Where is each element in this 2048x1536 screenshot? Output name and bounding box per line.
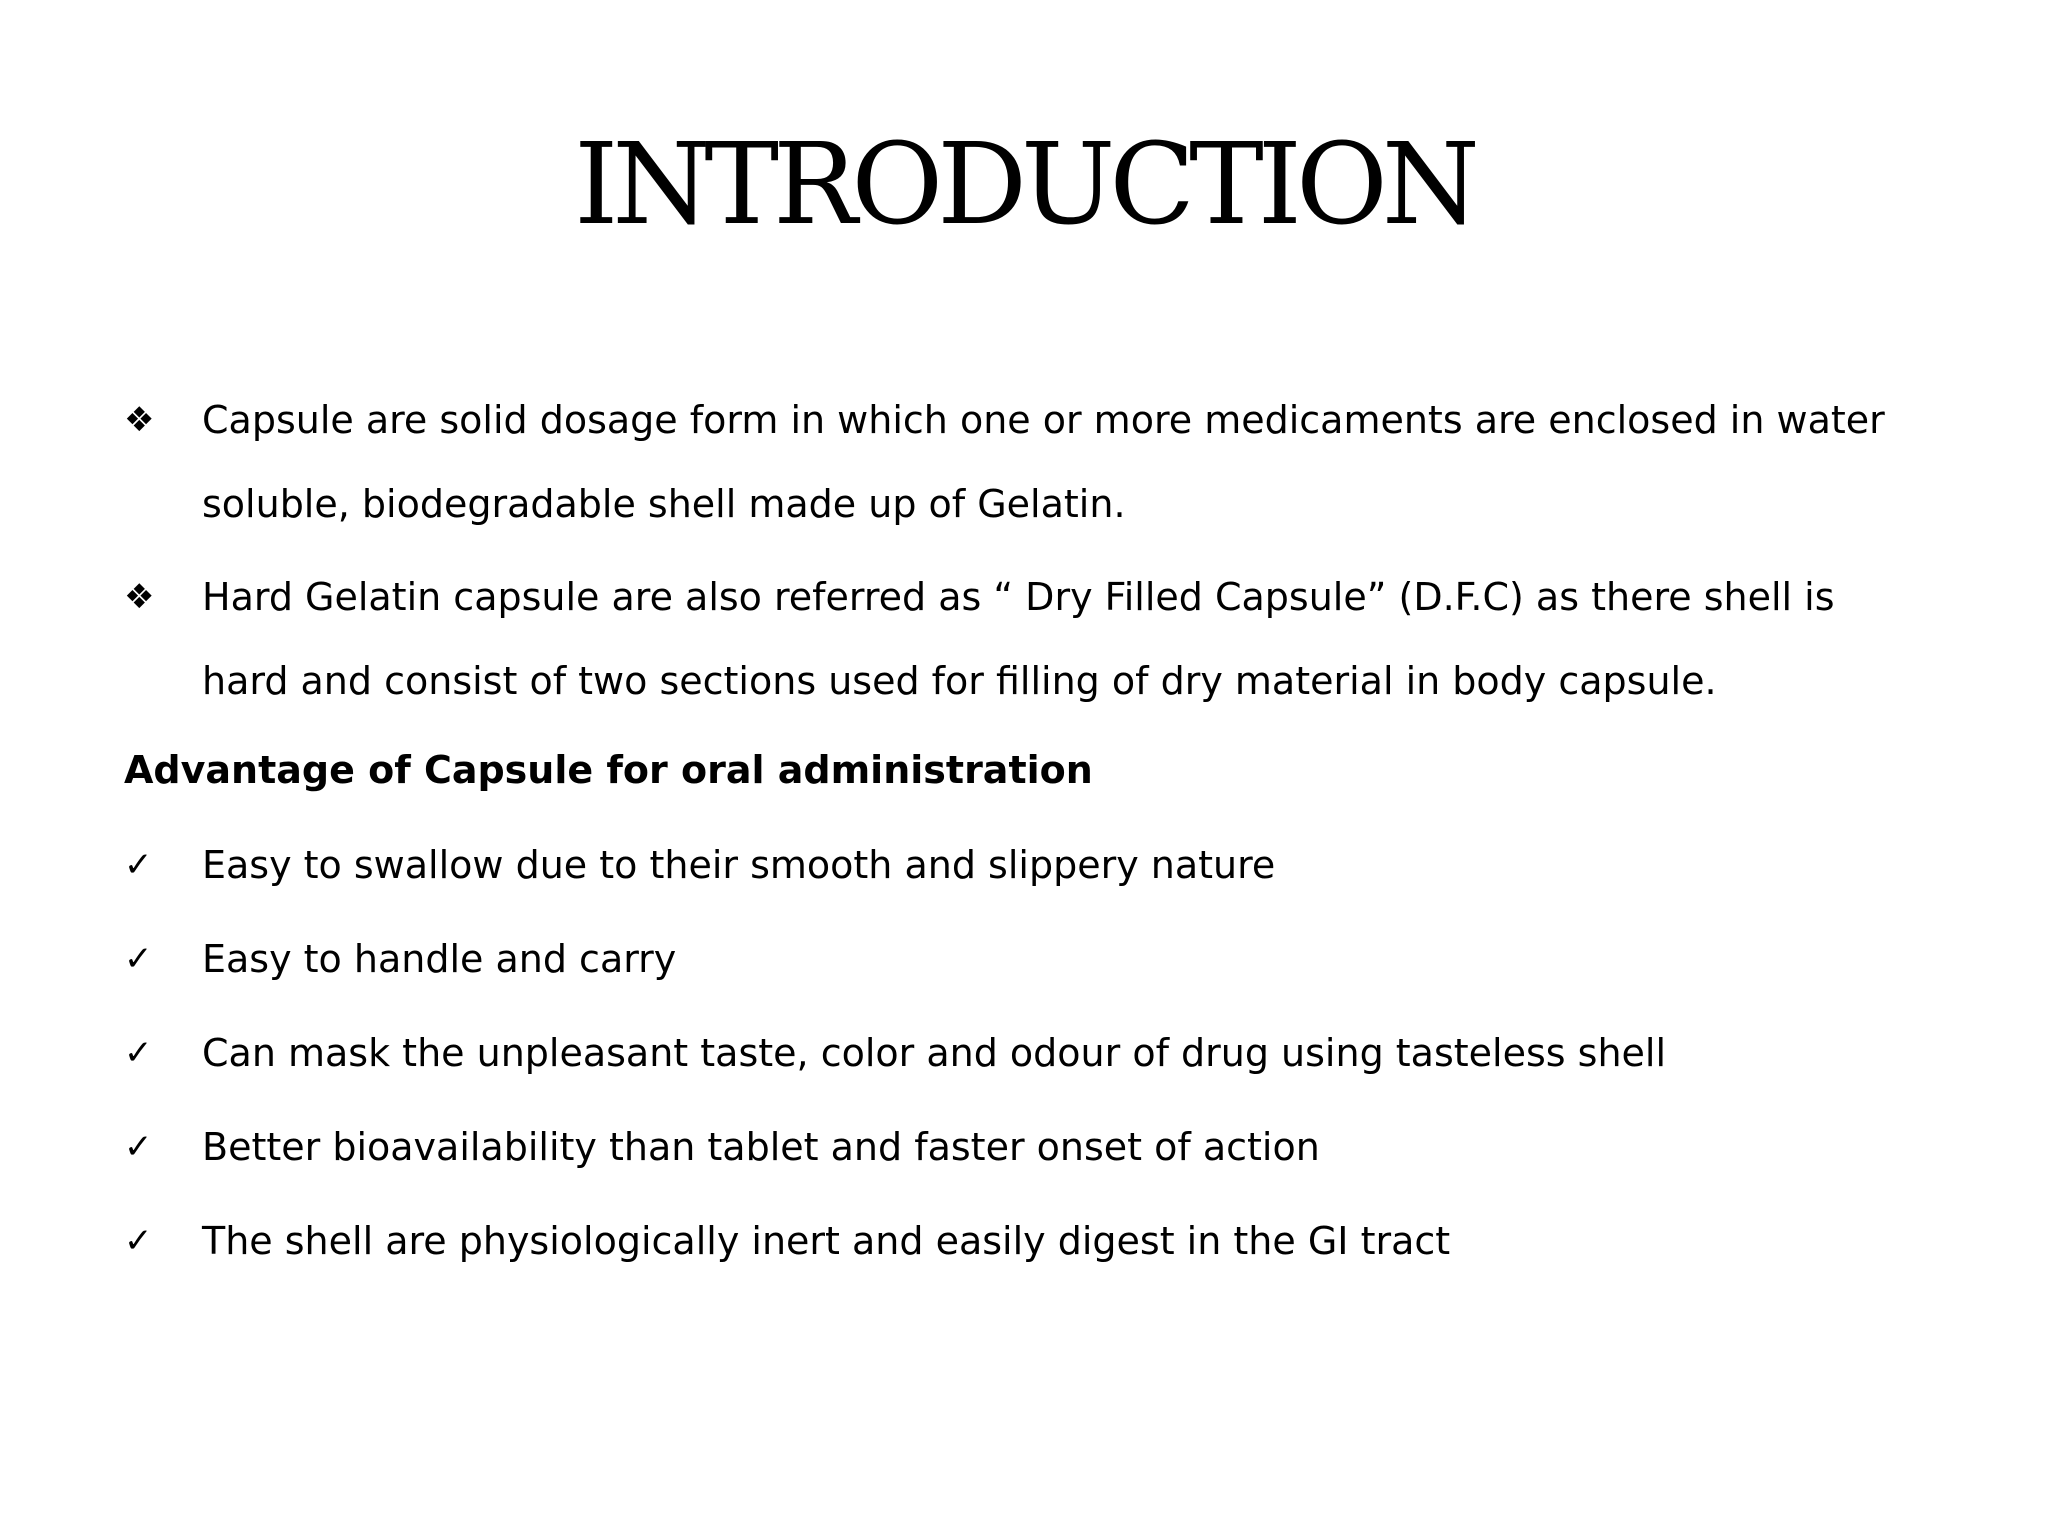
advantage-item [124, 1011, 1924, 1095]
checkmark-icon: ✓ [124, 1033, 153, 1073]
advantage-item [124, 1199, 1924, 1283]
slide-title: INTRODUCTION [574, 120, 1474, 250]
checkmark-icon: ✓ [124, 1127, 153, 1167]
diamond-bullet-icon: ❖ [124, 400, 155, 440]
advantage-text: Better bioavailability than tablet and faster onset of action [202, 1125, 1320, 1169]
checkmark-icon: ✓ [124, 1221, 153, 1261]
bullet-item [124, 555, 1924, 723]
advantage-text: Can mask the unpleasant taste, color and odour of drug using tasteless shell [202, 1031, 1667, 1075]
advantage-item [124, 1105, 1924, 1189]
checkmark-icon: ✓ [124, 845, 153, 885]
advantages-heading: Advantage of Capsule for oral administration [124, 748, 1093, 792]
advantage-text: The shell are physiologically inert and easily digest in the GI tract [202, 1219, 1451, 1263]
advantage-item [124, 917, 1924, 1001]
bullet-text: Hard Gelatin capsule are also referred as “ Dry Filled Capsule” (D.F.C) as there shell is hard and consist of two sections used for filling of dry material in body capsule. [202, 575, 1835, 703]
diamond-bullet-icon: ❖ [124, 577, 155, 617]
checkmark-icon: ✓ [124, 939, 153, 979]
advantage-text: Easy to swallow due to their smooth and slippery nature [202, 843, 1276, 887]
bullet-item [124, 378, 1924, 546]
bullet-text: Capsule are solid dosage form in which one or more medicaments are enclosed in water soluble, biodegradable shell made up of Gelatin. [202, 398, 1885, 526]
advantage-text: Easy to handle and carry [202, 937, 677, 981]
advantage-item [124, 823, 1924, 907]
